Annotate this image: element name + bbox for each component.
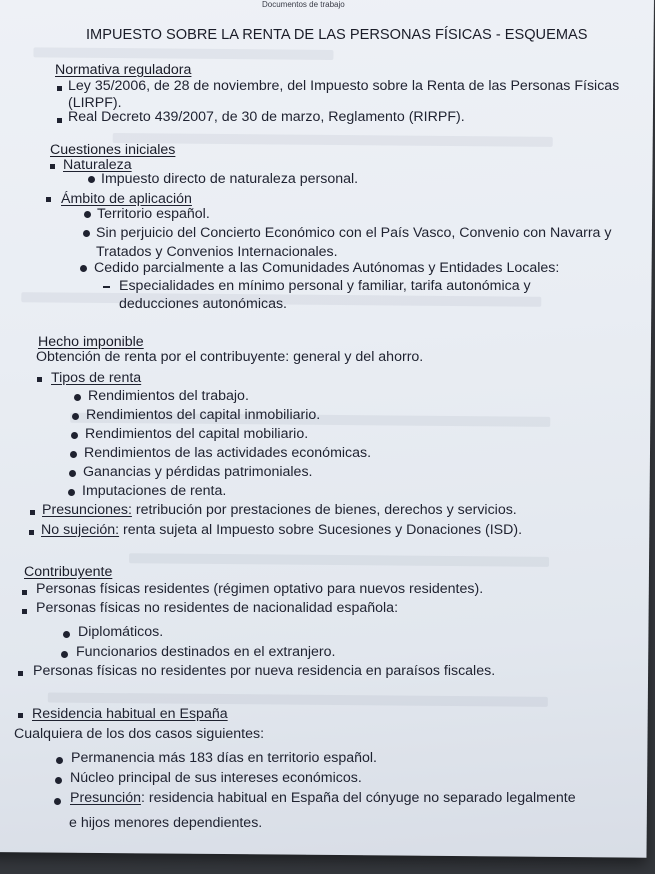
bullet	[18, 713, 23, 718]
bullet	[80, 265, 87, 272]
ambito-item-1: Territorio español.	[97, 206, 210, 222]
bullet	[46, 197, 51, 202]
normativa-item-2: Real Decreto 439/2007, de 30 de marzo, Reglamento (RIRPF).	[68, 109, 465, 125]
bullet	[72, 413, 79, 420]
section-heading-residencia: Residencia habitual en España	[32, 706, 228, 722]
bullet	[57, 118, 62, 123]
tipo-item: Ganancias y pérdidas patrimoniales.	[83, 464, 313, 480]
presuncion-label: Presunción	[70, 790, 141, 806]
tipo-item: Imputaciones de renta.	[82, 483, 227, 499]
presunciones-text: retribución por prestaciones de bienes, derechos y servicios.	[131, 502, 517, 518]
subheading-naturaleza: Naturaleza	[63, 157, 132, 173]
presuncion-cont: e hijos menores dependientes.	[69, 815, 263, 831]
no-sujecion-label: No sujeción:	[41, 522, 120, 538]
bullet	[70, 451, 77, 458]
no-sujecion-text: renta sujeta al Impuesto sobre Sucesiones y Donaciones (ISD).	[119, 522, 523, 538]
residencia-item: Núcleo principal de sus intereses económicos.	[70, 770, 362, 786]
bullet	[54, 798, 61, 805]
bullet	[83, 230, 90, 237]
ambito-subitem: Especialidades en mínimo personal y familiar, tarifa autonómica y	[119, 278, 531, 294]
tipo-item: Rendimientos del capital mobiliario.	[85, 426, 309, 442]
ambito-item-2-cont: Tratados y Convenios Internacionales.	[96, 244, 338, 260]
contribuyente-item-1: Personas físicas residentes (régimen optativo para nuevos residentes).	[36, 581, 484, 597]
bullet	[18, 671, 23, 676]
bullet	[37, 377, 42, 382]
bullet	[61, 651, 68, 658]
bullet	[22, 609, 27, 614]
residencia-intro: Cualquiera de los dos casos siguientes:	[14, 726, 265, 742]
bullet	[63, 631, 70, 638]
bullet	[74, 394, 81, 401]
normativa-item-1: Ley 35/2006, de 28 de noviembre, del Impuesto sobre la Renta de las Personas Físicas	[68, 78, 620, 94]
ambito-item-3: Cedido parcialmente a las Comunidades Autónomas y Entidades Locales:	[94, 260, 560, 276]
presunciones-line	[42, 501, 517, 519]
document-title: IMPUESTO SOBRE LA RENTA DE LAS PERSONAS FÍSICAS - ESQUEMAS	[86, 27, 588, 43]
running-header: Documentos de trabajo	[262, 0, 345, 9]
contribuyente-item-3: Personas físicas no residentes por nueva residencia en paraísos fiscales.	[33, 663, 496, 679]
normativa-item-1-cont: (LIRPF).	[68, 95, 122, 111]
presuncion-line	[70, 789, 576, 807]
tipo-item: Rendimientos del capital inmobiliario.	[86, 407, 321, 423]
section-heading-hecho: Hecho imponible	[38, 334, 144, 350]
bullet	[30, 510, 35, 515]
naturaleza-item: Impuesto directo de naturaleza personal.	[101, 171, 359, 187]
bleed-line	[129, 553, 549, 567]
section-heading-cuestiones: Cuestiones iniciales	[50, 142, 176, 158]
bullet	[22, 590, 27, 595]
bullet	[84, 211, 91, 218]
tipo-item: Rendimientos del trabajo.	[88, 388, 249, 404]
residencia-item: Permanencia más 183 días en territorio español.	[71, 750, 377, 766]
presunciones-label: Presunciones:	[42, 502, 132, 518]
section-heading-normativa: Normativa reguladora	[55, 62, 192, 78]
bullet	[88, 176, 95, 183]
tipo-item: Rendimientos de las actividades económicas.	[84, 445, 372, 461]
contribuyente-subitem: Diplomáticos.	[78, 624, 164, 640]
bleed-line	[113, 133, 553, 147]
bleed-line	[33, 47, 333, 60]
bullet	[50, 164, 55, 169]
hecho-intro: Obtención de renta por el contribuyente: general y del ahorro.	[36, 349, 424, 365]
bullet	[68, 489, 75, 496]
contribuyente-subitem: Funcionarios destinados en el extranjero.	[76, 644, 336, 660]
ambito-item-2: Sin perjuicio del Concierto Económico con el País Vasco, Convenio con Navarra y	[96, 225, 612, 241]
subheading-ambito: Ámbito de aplicación	[61, 191, 192, 207]
bullet	[55, 777, 62, 784]
bullet	[57, 86, 62, 91]
no-sujecion-line	[41, 521, 522, 539]
bullet	[69, 470, 76, 477]
contribuyente-item-2: Personas físicas no residentes de nacionalidad española:	[36, 600, 399, 616]
bullet	[56, 757, 63, 764]
bullet	[71, 432, 78, 439]
section-heading-contribuyente: Contribuyente	[24, 564, 113, 580]
presuncion-text: : residencia habitual en España del cónyuge no separado legalmente	[140, 790, 576, 806]
bullet	[29, 530, 34, 535]
dash-bullet	[103, 286, 110, 288]
subheading-tipos: Tipos de renta	[51, 370, 142, 386]
ambito-subitem-cont: deducciones autonómicas.	[119, 296, 287, 312]
